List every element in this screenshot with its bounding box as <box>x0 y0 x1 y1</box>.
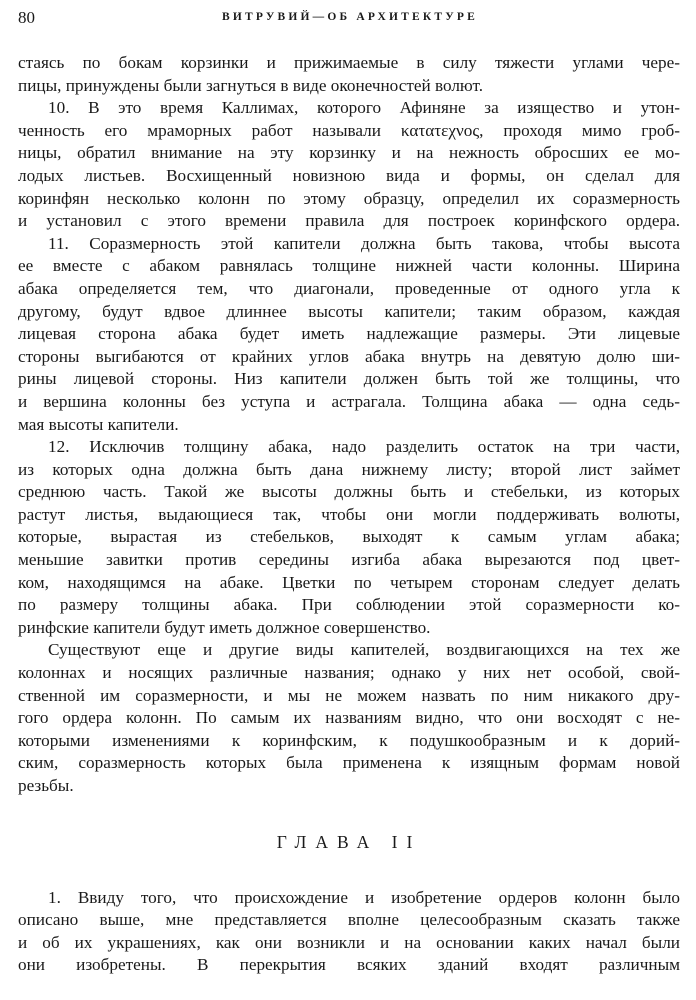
text-line: ским, соразмерность которых была применена к изящным формам новой <box>18 753 680 773</box>
text-line: и вершина колонны без уступа и астрагала. Толщина абака — одна седь- <box>18 391 680 411</box>
text-line: мая высоты капители. <box>18 414 179 434</box>
page-number: 80 <box>18 8 35 27</box>
text-line: ее вместе с абаком равнялась толщине нижней части колонны. Ширина <box>18 256 680 276</box>
text-line: резьбы. <box>18 776 74 795</box>
paragraph <box>18 97 680 233</box>
text-line: рины лицевой стороны. Низ капители должен быть той же толщины, что <box>18 369 680 389</box>
text-line: коринфян несколько колонн по этому образцу, определил их соразмерность <box>18 188 680 208</box>
text-line: абака определяется тем, что диагонали, проведенные от одного угла к <box>18 278 680 298</box>
text-line: из которых одна должна быть дана нижнему листу; второй лист займет <box>18 459 680 479</box>
paragraph <box>18 887 680 977</box>
text-line: которые, вырастая из стебельков, выходят к самым углам абака; <box>18 527 680 547</box>
text-line: ринфские капители будут иметь должное совершенство. <box>18 617 431 637</box>
text-line: и об их украшениях, как они возникли и на основании каких начал были <box>18 932 680 952</box>
text-line: и установил с этого времени правила для построек коринфского ордера. <box>18 211 680 231</box>
text-line: среднюю часть. Такой же высоты должны быть и стебельки, из которых <box>18 482 680 502</box>
text-line: стороны выгибаются от крайних углов абака внутрь на девятую долю ши- <box>18 346 680 366</box>
page-body <box>18 52 680 977</box>
page-header <box>18 8 682 30</box>
text-line: которыми изменениями к коринфским, к подушкообразным и к дорий- <box>18 730 680 750</box>
text-line: стаясь по бокам корзинки и прижимаемые в силу тяжести углами чере- <box>18 53 680 72</box>
text-line: 1. Ввиду того, что происхождение и изобретение ордеров колонн было <box>48 887 680 907</box>
text-line: гого ордера колонн. По самым их названиям видно, что они восходят с не- <box>18 708 680 728</box>
text-line: растут листья, выдающиеся так, чтобы они могли поддерживать волюты, <box>18 504 680 524</box>
text-line: описано выше, мне представляется вполне целесообразным сказать также <box>18 910 680 930</box>
paragraph <box>18 52 680 97</box>
text-line: другому, будут вдвое длиннее высоты капители; таким образом, каждая <box>18 301 680 321</box>
text-line: 12. Исключив толщину абака, надо разделить остаток на три части, <box>48 437 680 457</box>
text-line: 10. В это время Каллимах, которого Афиняне за изящество и утон- <box>48 98 680 118</box>
text-line: они изобретены. В перекрытия всяких зданий входят различным <box>18 955 680 975</box>
running-head: ВИТРУВИЙ—ОБ АРХИТЕКТУРЕ <box>222 11 478 23</box>
text-line: лицевая сторона абака будет иметь надлежащие размеры. Эти лицевые <box>18 324 680 344</box>
text-line: Существуют еще и другие виды капителей, воздвигающихся на тех же <box>48 640 680 660</box>
text-line: ком, находящимся на абаке. Цветки по четырем сторонам следует делать <box>18 572 680 592</box>
text-line: по размеру толщины абака. При соблюдении этой соразмерности ко- <box>18 595 680 615</box>
text-line: колоннах и носящих различные названия; однако у них нет особой, свой- <box>18 663 680 683</box>
text-line: меньшие завитки против середины изгиба абака вырезаются под цвет- <box>18 550 680 570</box>
text-line: лодых листьев. Восхищенный новизною вида и формы, он сделал для <box>18 165 680 185</box>
text-line: 11. Соразмерность этой капители должна быть такова, чтобы высота <box>48 233 680 253</box>
paragraph <box>18 639 680 797</box>
text-line: ственной им соразмерности, и мы не можем назвать по ним никакого дру- <box>18 685 680 705</box>
chapter-heading: ГЛАВА II <box>276 831 422 852</box>
text-line: пицы, принуждены были загнуться в виде оконечностей волют. <box>18 75 484 95</box>
text-line: ницы, обратил внимание на эту корзинку и на нежность обросших ее мо- <box>18 143 680 163</box>
paragraph <box>18 436 680 639</box>
paragraph <box>18 233 680 436</box>
text-line: ченность его мраморных работ называли κατατεχνος, проходя мимо гроб- <box>18 120 680 140</box>
